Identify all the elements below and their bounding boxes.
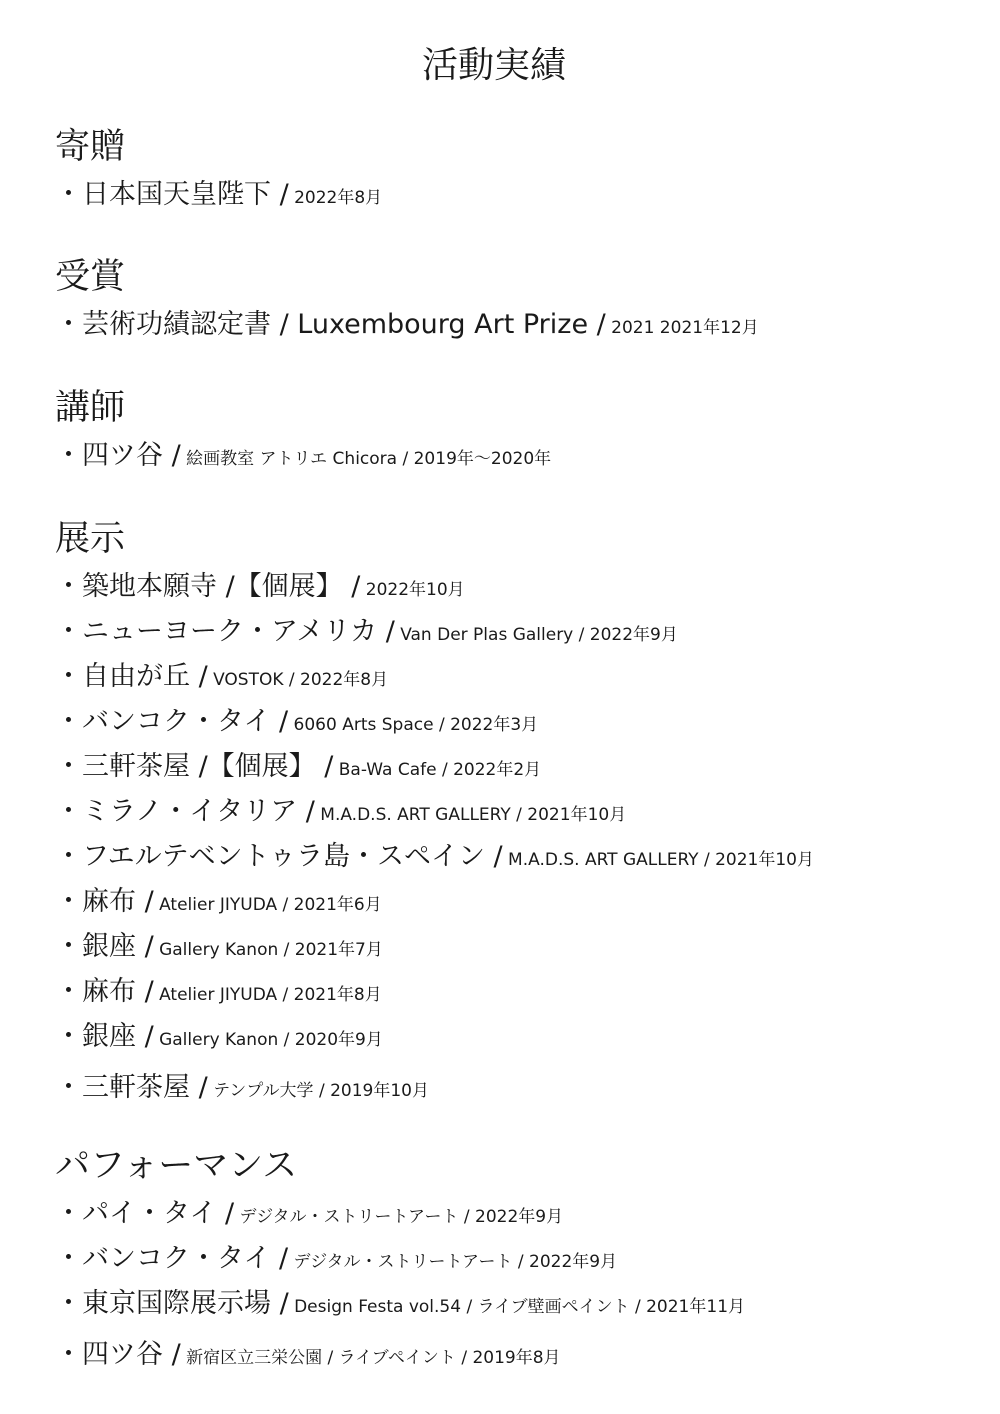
entry-main: ・バンコク・タイ / — [55, 706, 289, 737]
entry-main: ・四ツ谷 / — [55, 1339, 181, 1370]
entry-main: ・麻布 / — [55, 976, 154, 1007]
entry-main: ・築地本願寺 /【個展】 / — [55, 571, 361, 602]
list-item — [55, 1332, 985, 1377]
list-item — [55, 433, 985, 478]
entry-main: ・日本国天皇陛下 / — [55, 179, 289, 210]
entry-main: ・四ツ谷 / — [55, 440, 181, 471]
entry-detail: Ba-Wa Cafe / 2022年2月 — [333, 760, 542, 780]
entry-detail: テンプル大学 / 2019年10月 — [207, 1081, 429, 1101]
entry-main: ・フエルテベントゥラ島・スペイン / — [55, 841, 503, 872]
section-heading: 受賞 — [55, 257, 126, 297]
entry-main: ・銀座 / — [55, 931, 154, 962]
entry-main: ・麻布 / — [55, 886, 154, 917]
entry-detail: VOSTOK / 2022年8月 — [207, 670, 389, 690]
entry-detail: デジタル・ストリートアート / 2022年9月 — [234, 1207, 564, 1227]
list-item — [55, 609, 985, 654]
entry-main: ・芸術功績認定書 / Luxembourg Art Prize / — [55, 309, 606, 340]
entry-detail: 2022年8月 — [288, 188, 383, 208]
list-item — [55, 172, 985, 217]
entry-main: ・三軒茶屋 / — [55, 1072, 208, 1103]
section-heading: パフォーマンス — [55, 1146, 298, 1186]
section-teaching — [55, 383, 985, 478]
entry-list — [55, 302, 985, 347]
page-title: 活動実績 — [421, 45, 566, 86]
entry-list — [55, 564, 985, 1110]
list-item — [55, 879, 985, 924]
list-item — [55, 1191, 985, 1236]
entry-detail: Atelier JIYUDA / 2021年6月 — [153, 895, 382, 915]
entry-detail: M.A.D.S. ART GALLERY / 2021年10月 — [502, 850, 814, 870]
list-item — [55, 924, 985, 969]
entry-detail: Atelier JIYUDA / 2021年8月 — [153, 985, 382, 1005]
entry-list — [55, 172, 985, 217]
list-item — [55, 789, 985, 834]
entry-detail: 2021 2021年12月 — [605, 318, 759, 338]
entry-main: ・バンコク・タイ / — [55, 1243, 289, 1274]
entry-list — [55, 433, 985, 478]
list-item — [55, 744, 985, 789]
entry-detail: Gallery Kanon / 2020年9月 — [153, 1030, 383, 1050]
section-heading: 展示 — [55, 519, 126, 559]
entry-detail: Van Der Plas Gallery / 2022年9月 — [394, 625, 678, 645]
section-heading: 講師 — [55, 388, 126, 428]
entry-detail: 絵画教室 アトリエ Chicora / 2019年〜2020年 — [180, 449, 552, 469]
entry-detail: 新宿区立三栄公園 / ライブペイント / 2019年8月 — [180, 1348, 561, 1368]
list-item — [55, 699, 985, 744]
section-performances — [55, 1141, 985, 1377]
list-item — [55, 654, 985, 699]
entry-main: ・三軒茶屋 /【個展】 / — [55, 751, 334, 782]
entry-main: ・パイ・タイ / — [55, 1198, 235, 1229]
list-item — [55, 1281, 985, 1332]
list-item — [55, 834, 985, 879]
list-item — [55, 1236, 985, 1281]
entry-main: ・銀座 / — [55, 1021, 154, 1052]
list-item — [55, 302, 985, 347]
entry-main: ・自由が丘 / — [55, 661, 208, 692]
entry-main: ・東京国際展示場 / — [55, 1288, 289, 1319]
section-heading: 寄贈 — [55, 127, 126, 167]
entry-detail: デジタル・ストリートアート / 2022年9月 — [288, 1252, 618, 1272]
list-item — [55, 564, 985, 609]
section-exhibitions — [55, 514, 985, 1110]
entry-main: ・ミラノ・イタリア / — [55, 796, 315, 827]
section-awards — [55, 252, 985, 347]
entry-list — [55, 1191, 985, 1377]
entry-detail: 6060 Arts Space / 2022年3月 — [288, 715, 539, 735]
entry-detail: Design Festa vol.54 / ライブ壁画ペイント / 2021年11月 — [288, 1297, 746, 1317]
entry-main: ・ニューヨーク・アメリカ / — [55, 616, 395, 647]
section-donation — [55, 122, 985, 217]
entry-detail: M.A.D.S. ART GALLERY / 2021年10月 — [314, 805, 627, 825]
list-item — [55, 1014, 985, 1065]
list-item — [55, 1065, 985, 1110]
entry-detail: 2022年10月 — [360, 580, 465, 600]
entry-detail: Gallery Kanon / 2021年7月 — [153, 940, 383, 960]
list-item — [55, 969, 985, 1014]
